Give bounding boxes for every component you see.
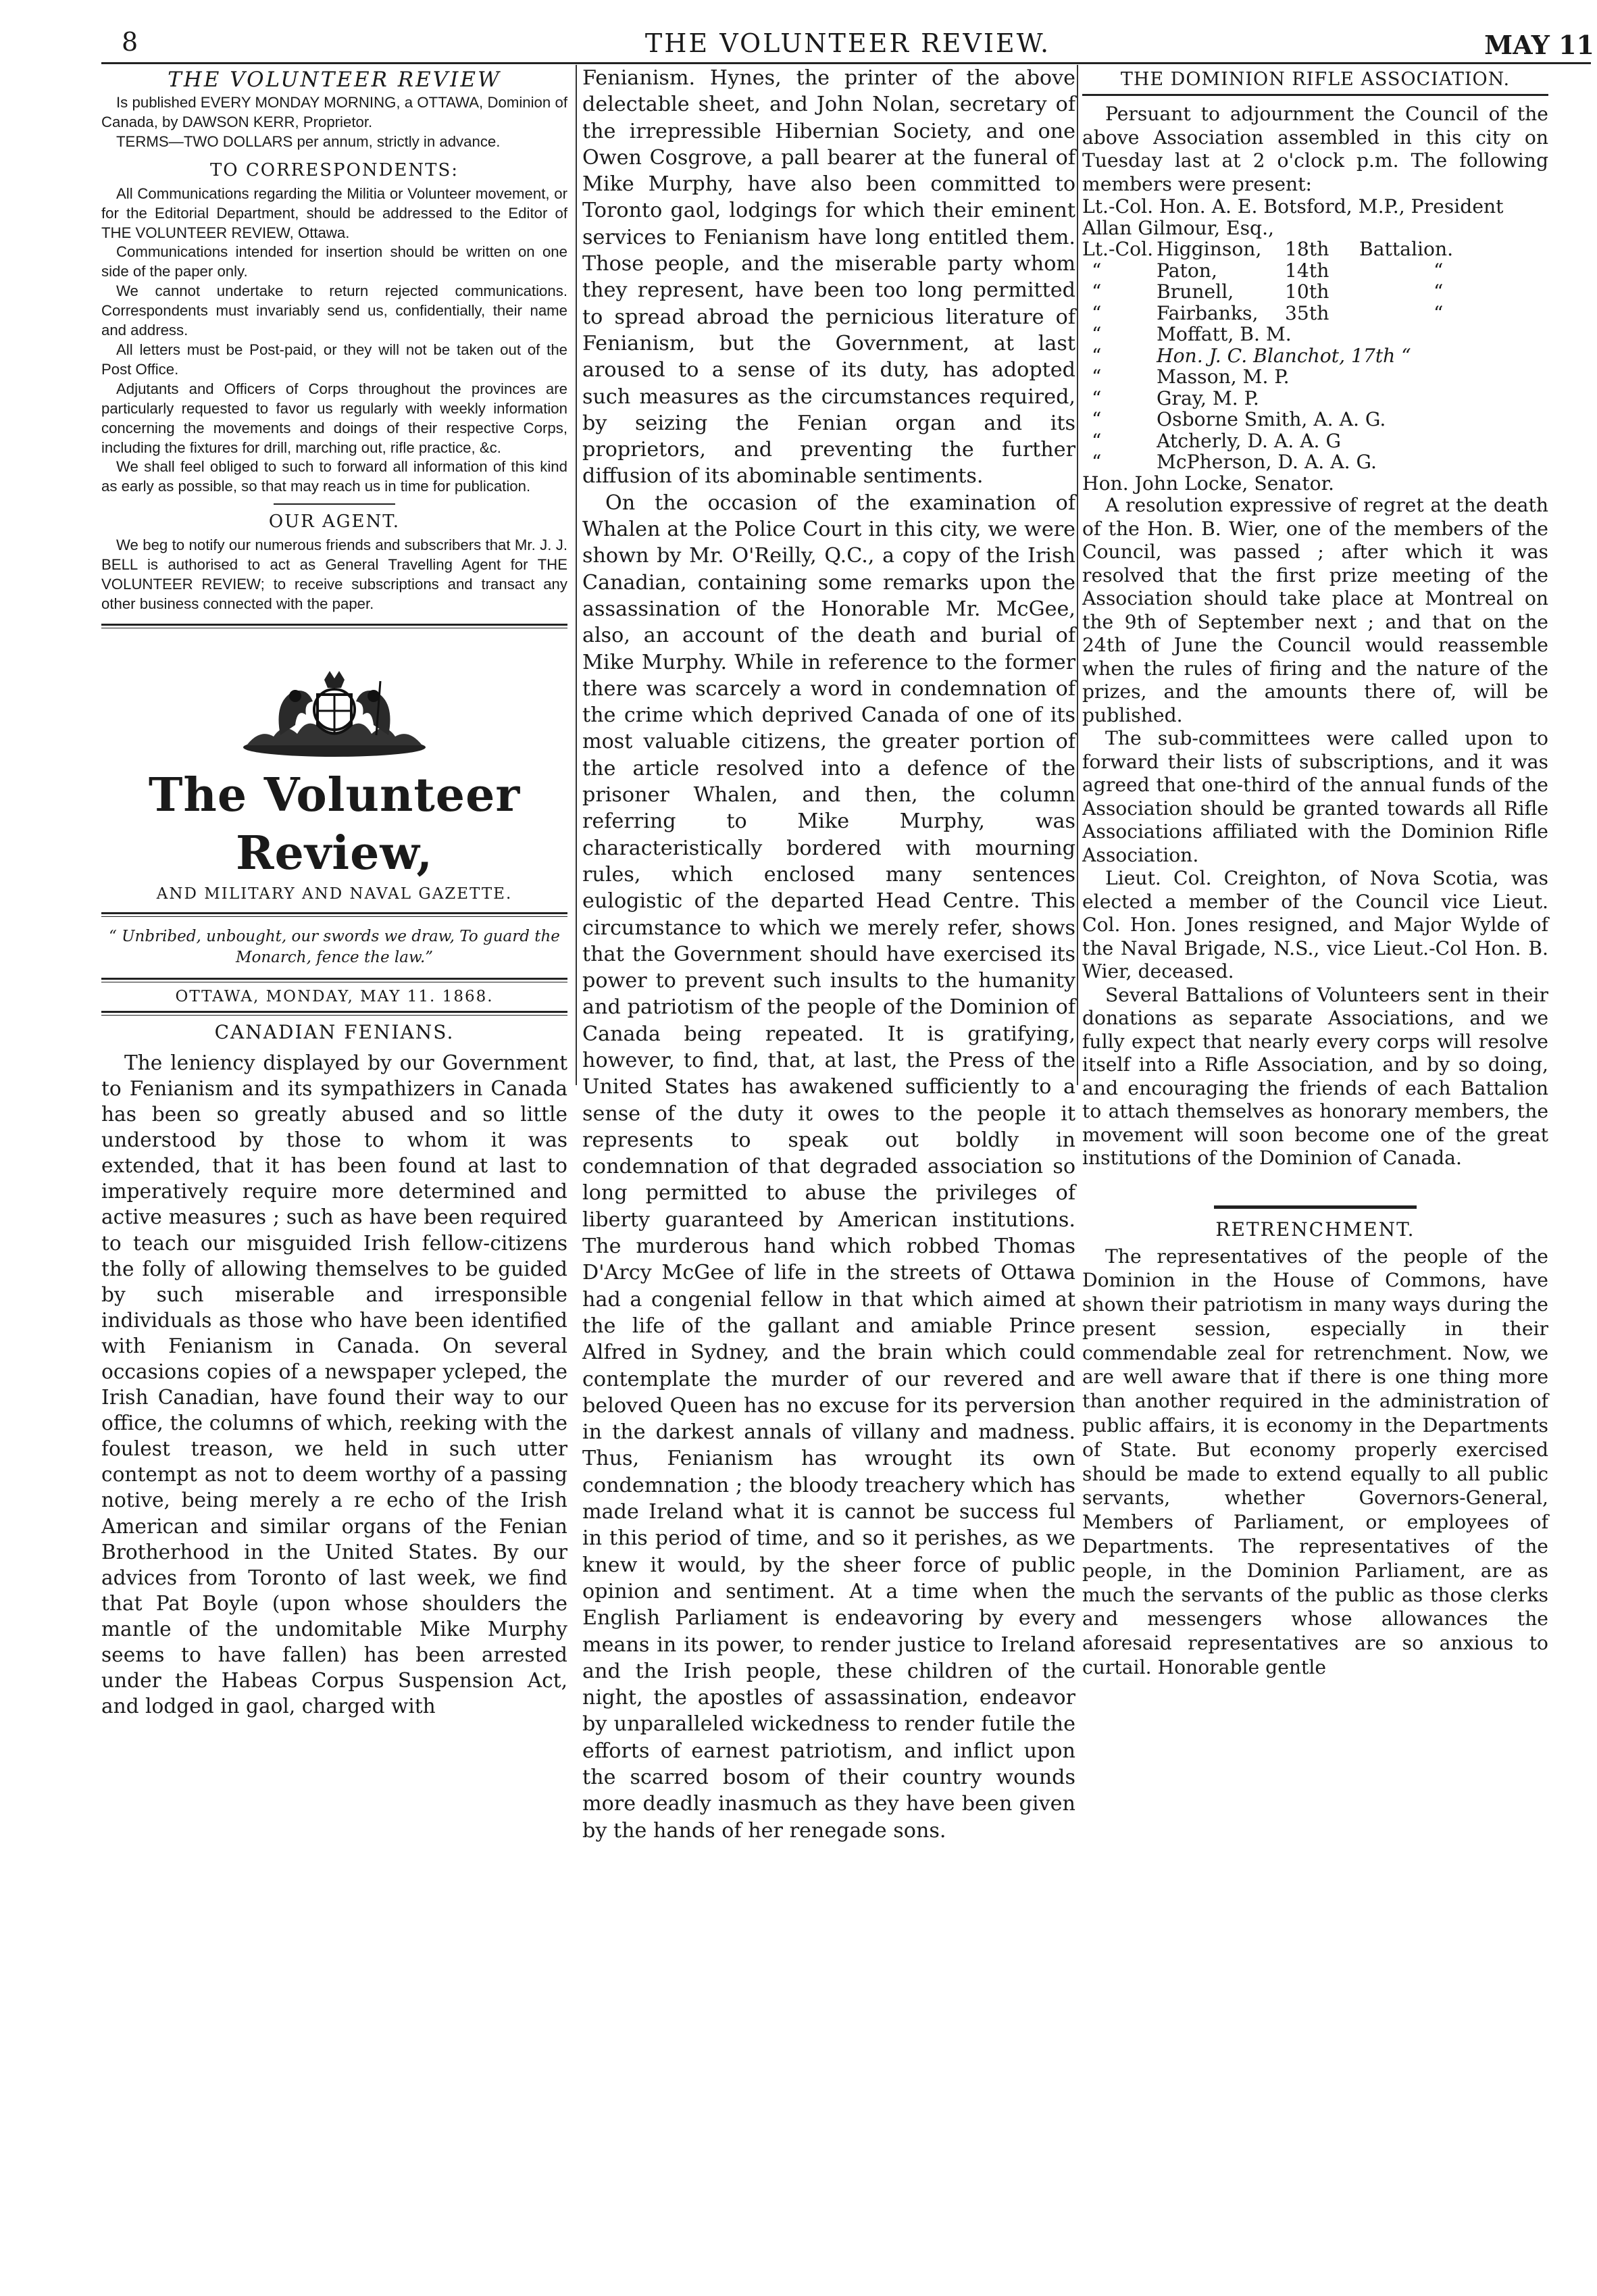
member-line (1082, 345, 1548, 367)
member-name: Masson, M. P. (1157, 366, 1290, 388)
article-paragraph: The representatives of the people of the Dominion in the House of Commons, have shown their patriotism in many ways during the present session, especially in their commendable zeal for retrenchment. Now, we are well aware that if there is one thing more than another required in the administration of public affairs, it is economy in the Departments of State. But economy properly exercised should be made to extend equally to all public servants, whether Governors-General, Members of Parliament, or employees of Departments. The representatives of the people, in the Dominion Parliament, are as much the servants of the public as those clerks and messengers whose allowances the aforesaid representatives are so anxious to curtail. Honorable gentle (1082, 1245, 1548, 1679)
running-date: MAY 11 (1484, 30, 1594, 60)
member-line (1082, 451, 1548, 473)
article-paragraph: Lieut. Col. Creighton, of Nova Scotia, was elected a member of the Council vice Lieut. Col. Hon. Jones resigned, and Major Wylde of the Naval Brigade, N.S., vice Lieut.-Col Hon. B. Wier, deceased. (1082, 867, 1548, 982)
royal-arms-emblem (233, 661, 436, 762)
correspondents-paragraph: All Communications regarding the Militia or Volunteer movement, or for the Editorial Department, should be addressed to the Editor of THE VOLUNTEER REVIEW, Ottawa. (101, 184, 567, 241)
running-title: THE VOLUNTEER REVIEW. (644, 28, 1051, 58)
ditto-mark: “ (1092, 386, 1102, 409)
article-paragraph: The leniency displayed by our Government to Fenianism and its sympathizers in Canada has been so greatly abused and so little understood by those to whom it was extended, that it has been found at last to imperatively require more determined and active measures ; such as have been required to teach our misguided Irish fellow-citizens the folly of allowing themselves to be guided by such miserable and irresponsible individuals as those who have been identified with Fenianism in Canada. On several occasions copies of a newspaper ycleped, the Irish Canadian, have found their way to our office, the columns of which, reeking with the foulest treason, we held in such utter contempt as not to deem worthy of a passing notive, being merely a re echo of the Irish American and similar organs of the Fenian Brotherhood in the United States. By our advices from Toronto of last week, we find that Pat Boyle (upon whose shoulders the mantle of the undomitable Mike Murphy seems to have fallen) has been arrested under the Habeas Corpus Suspension Act, and lodged in gaol, charged with (101, 1051, 567, 1718)
member-name: Higginson, (1157, 238, 1262, 260)
motto: “ Unbribed, unbought, our swords we draw, To guard the Monarch, fence the law.” (109, 927, 560, 966)
member-line: Lt.-Col. Hon. A. E. Botsford, M.P., President (1082, 195, 1504, 218)
publisher-paragraph: Is published EVERY MONDAY MORNING, a OTTAWA, Dominion of Canada, by DAWSON KERR, Proprietor. (101, 94, 567, 130)
article-paragraph: Persuant to adjournment the Council of the above Association assembled in this city on Tuesday last at 2 o'clock p.m. The following members were present: (1082, 103, 1548, 195)
member-unit: 35th (1285, 301, 1329, 324)
article-heading: THE DOMINION RIFLE ASSOCIATION. (1120, 69, 1511, 90)
member-line (1082, 366, 1548, 388)
member-unit: 14th (1285, 259, 1329, 282)
article-paragraph: A resolution expressive of regret at the death of the Hon. B. Wier, one of the members of the Council, was passed ; after which it was resolved that the first prize meeting of the Association should take place at Montreal on the 9th of September next ; and that on the 24th of June the Council would reassemble when the rules of firing and the nature of the prizes, and the amounts there of, will be published. (1082, 494, 1548, 726)
correspondents-notice (101, 184, 567, 497)
member-line (1082, 324, 1548, 345)
correspondents-paragraph: Communications intended for insertion should be written on one side of the paper only. (101, 243, 567, 280)
column-divider-1 (576, 65, 577, 1085)
column-1 (101, 65, 567, 1719)
article-paragraph: Several Battalions of Volunteers sent in their donations as separate Associations, and we fully expect that nearly every corps will resolve itself into a Rifle Association, and by so doing, and encouraging the friends of each Battalion to attach themselves as honorary members, the movement will soon become one of the great institutions of the Dominion of Canada. (1082, 983, 1548, 1169)
member-name: Fairbanks, (1157, 301, 1259, 324)
section-rule (1082, 94, 1548, 96)
retrenchment-body (1082, 1245, 1548, 1680)
correspondents-paragraph: All letters must be Post-paid, or they will not be taken out of the Post Office. (101, 341, 567, 378)
member-name: Moffatt, B. M. (1157, 323, 1292, 345)
agent-heading: OUR AGENT. (268, 511, 401, 532)
publication-notice (101, 93, 567, 152)
running-header (101, 15, 1594, 69)
member-name: Osborne Smith, A. A. G. (1157, 408, 1386, 430)
section-rule (101, 624, 567, 628)
member-line: Hon. John Locke, Senator. (1082, 472, 1334, 495)
section-rule (101, 978, 567, 982)
article-paragraph: On the occasion of the examination of Whalen at the Police Court in this city, we were shown by Mr. O'Reilly, Q.C., a copy of the Irish Canadian, containing some remarks upon the assassination of the Honorable Mr. McGee, also, an account of the death and burial of Mike Murphy. While in reference to the former there was scarcely a word in condemnation of the crime which deprived Canada of one of its most valuable citizens, the greater portion of the article resolved into a defence of the prisoner Whalen, and then, the column referring to Mike Murphy, was characteristically bordered with mourning rules, which enclosed many sentences eulogistic of the departed Head Centre. This circumstance to which we merely refer, shows that the Government should have exercised its power to prevent such insults to the humanity and patriotism of the people of the Dominion of Canada being repeated. It is gratifying, however, to find, that, at last, the Press of the United States has awakened sufficiently to a sense of the duty it owes to the people it represents to speak out boldly in condemnation of that degraded association so long permitted to abuse the privileges of liberty guaranteed by American institutions. The murderous hand which robbed Thomas D'Arcy McGee of life in the streets of Ottawa had a congenial fellow in that which aimed at the life of the gallant and amiable Prince Alfred in Sydney, and the brain which could contemplate the murder of our revered and beloved Queen has no excuse for its perversion in the darkest annals of villany and madness. Thus, Fenianism has wrought its own condemnation ; the bloody treachery which has made Ireland what it is cannot be success ful in this period of time, and so it perishes, as we knew it would, by the sheer force of public opinion and sentiment. At a time when the English Parliament is endeavoring by every means in its power, to render justice to Ireland and the Irish people, these children of the night, the apostles of assassination, endeavor by unparalleled wickedness to render futile the efforts of earnest patriotism, and inflict upon the scarred bosom of their country wounds more deadly inasmuch as they have been given by the hands of her renegade sons. (582, 491, 1075, 1843)
ditto-mark: “ (1092, 259, 1102, 282)
ditto-mark: “ (1092, 301, 1102, 324)
member-line (1082, 303, 1548, 324)
member-line (1082, 409, 1548, 430)
member-line (1082, 430, 1548, 452)
member-name: Paton, (1157, 259, 1217, 282)
member-name: Gray, M. P. (1157, 386, 1259, 409)
ditto-mark: “ (1434, 301, 1444, 324)
member-line (1082, 388, 1548, 409)
member-line (1082, 260, 1548, 282)
member-line (1082, 281, 1548, 303)
article-heading: CANADIAN FENIANS. (214, 1020, 455, 1043)
nameplate-subtitle: AND MILITARY AND NAVAL GAZETTE. (156, 884, 513, 903)
column-2 (582, 65, 1075, 1844)
members-list (1082, 196, 1548, 494)
article-paragraph: The sub-committees were called upon to forward their lists of subscriptions, and it was agreed that one-third of the annual funds of the Association should be granted towards all Rifle Associations affiliated with the Dominion Rifle Association. (1082, 727, 1548, 866)
member-rank: Lt.-Col. (1082, 238, 1154, 260)
section-rule (101, 1011, 567, 1016)
correspondents-paragraph: We shall feel obliged to such to forward all information of this kind as early as possible, so that may reach us in time for publication. (101, 458, 567, 495)
correspondents-paragraph: Adjutants and Officers of Corps throughout the provinces are particularly requested to favor us regularly with weekly information concerning the movements and doings of their respective Corps, including the fixtures for drill, marching out, rifle practice, &c. (101, 380, 567, 456)
ditto-mark: “ (1092, 366, 1102, 388)
correspondents-paragraph: We cannot undertake to return rejected communications. Correspondents must invariably send us, confidentially, their name and address. (101, 282, 567, 339)
ditto-mark: “ (1092, 344, 1102, 367)
column-3 (1082, 65, 1548, 1680)
ditto-mark: “ (1092, 429, 1102, 452)
terms-paragraph: TERMS—TWO DOLLARS per annum, strictly in advance. (116, 132, 501, 150)
section-rule (1214, 1205, 1417, 1209)
section-rule (101, 912, 567, 917)
agent-notice (101, 536, 567, 614)
member-unit: 18th (1285, 238, 1329, 260)
dateline: OTTAWA, MONDAY, MAY 11. 1868. (175, 987, 494, 1005)
article-paragraph: Fenianism. Hynes, the printer of the above delectable sheet, and John Nolan, secretary of the irrepressible Hibernian Society, and one Owen Cosgrove, a pall bearer at the funeral of Mike Murphy, have also been committed to Toronto gaol, lodgings for which their eminent services to Fenianism have long entitled them. Those people, and the miserable party whom they represent, have been too long permitted to spread abroad the pernicious literature of Fenianism, but the Government, at last aroused to a sense of its duty, has adopted such measures as the circumstances required, by seizing the Fenian organ and its proprietors, and preventing the further diffusion of its abominable sentiments. (582, 66, 1075, 489)
member-name: Brunell, (1157, 280, 1234, 303)
article-heading: RETRENCHMENT. (1215, 1218, 1415, 1241)
column-divider-2 (1077, 65, 1078, 1085)
agent-paragraph: We beg to notify our numerous friends and subscribers that Mr. J. J. BELL is authorised to act as General Travelling Agent for THE VOLUNTEER REVIEW; to receive subscriptions and transact any other business connected with the paper. (101, 536, 567, 612)
member-line: Allan Gilmour, Esq., (1082, 216, 1275, 239)
rifle-association-body (1082, 494, 1548, 1170)
page-number: 8 (122, 27, 138, 57)
member-line (1082, 239, 1548, 260)
newspaper-nameplate: The Volunteer Review, (148, 768, 521, 880)
article-body (101, 1050, 567, 1719)
member-name: Hon. J. C. Blanchot, 17th “ (1157, 344, 1411, 367)
ditto-mark: “ (1092, 280, 1102, 303)
member-battalion: Battalion. (1359, 238, 1454, 260)
header-rule (101, 62, 1591, 64)
member-name: McPherson, D. A. A. G. (1157, 451, 1377, 473)
correspondents-heading: TO CORRESPONDENTS: (209, 159, 459, 180)
ditto-mark: “ (1092, 408, 1102, 430)
member-name: Atcherly, D. A. A. G (1157, 429, 1341, 452)
ditto-mark: “ (1434, 280, 1444, 303)
section-rule (274, 503, 395, 505)
article-continuation (582, 65, 1075, 1844)
publication-notice-title: THE VOLUNTEER REVIEW (168, 68, 501, 92)
ditto-mark: “ (1092, 451, 1102, 473)
member-unit: 10th (1285, 280, 1329, 303)
rifle-association-intro (1082, 103, 1548, 196)
ditto-mark: “ (1434, 259, 1444, 282)
ditto-mark: “ (1092, 323, 1102, 345)
